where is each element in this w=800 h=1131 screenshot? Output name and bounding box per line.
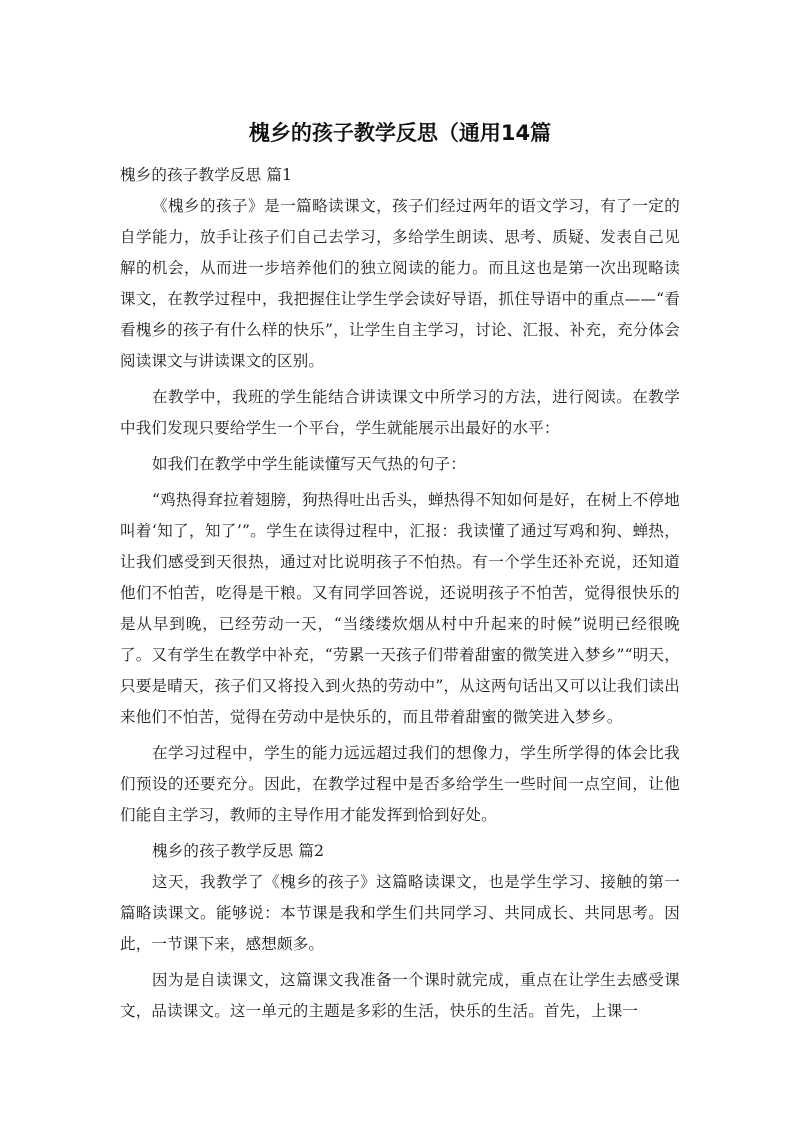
paragraph: 如我们在教学中学生能读懂写天气热的句子： xyxy=(152,455,467,473)
paragraph: 在学习过程中，学生的能力远远超过我们的想像力，学生所学得的体会比我们预设的还要充分。因此，在教学过程中是否多给学生一些时间一点空间，让他们能自主学习，教师的主导作用才能发挥到恰到好处。 xyxy=(120,744,680,824)
paragraph: 因为是自读课文，这篇课文我准备一个课时就完成，重点在让学生去感受课文，品读课文。这一单元的主题是多彩的生活，快乐的生活。首先，上课一 xyxy=(120,971,680,1020)
section-heading: 槐乡的孩子教学反思 篇1 xyxy=(120,166,293,184)
paragraph: “鸡热得耷拉着翅膀，狗热得吐出舌头，蝉热得不知如何是好，在树上不停地叫着‘知了，知了’”。学生在读得过程中，汇报：我读懂了通过写鸡和狗、蝉热，让我们感受到天很热，通过对比说明孩子不怕热。有一个学生还补充说，还知道他们不怕苦，吃得是干粮。又有同学回答说，还说明孩子不怕苦，觉得很快乐的是从早到晚，已经劳动一天，“当缕缕炊烟从村中升起来的时候”说明已经很晚了。又有学生在教学中补充，“劳累一天孩子们带着甜蜜的微笑进入梦乡”“明天，只要是晴天，孩子们又将投入到火热的劳动中”，从这两句话出又可以让我们读出来他们不怕苦，觉得在劳动中是快乐的，而且带着甜蜜的微笑进入梦乡。 xyxy=(120,491,680,726)
document-title: 槐乡的孩子教学反思（通用14篇 xyxy=(248,121,552,145)
paragraph: 在教学中，我班的学生能结合讲读课文中所学习的方法，进行阅读。在教学中我们发现只要给学生一个平台，学生就能展示出最好的水平： xyxy=(120,388,680,437)
paragraph: 《槐乡的孩子》是一篇略读课文，孩子们经过两年的语文学习，有了一定的自学能力，放手让孩子们自己去学习，多给学生朗读、思考、质疑、发表自己见解的机会，从而进一步培养他们的独立阅读的能力。而且这也是第一次出现略读课文，在教学过程中，我把握住让学生学会读好导语，抓住导语中的重点——“看看槐乡的孩子有什么样的快乐”，让学生自主学习，讨论、汇报、补充，充分体会阅读课文与讲读课文的区别。 xyxy=(120,197,680,370)
paragraph: 这天，我教学了《槐乡的孩子》这篇略读课文，也是学生学习、接触的第一篇略读课文。能够说：本节课是我和学生们共同学习、共同成长、共同思考。因此，一节课下来，感想颇多。 xyxy=(120,873,680,953)
section-heading: 槐乡的孩子教学反思 篇2 xyxy=(152,842,325,860)
document-body xyxy=(120,160,680,1032)
